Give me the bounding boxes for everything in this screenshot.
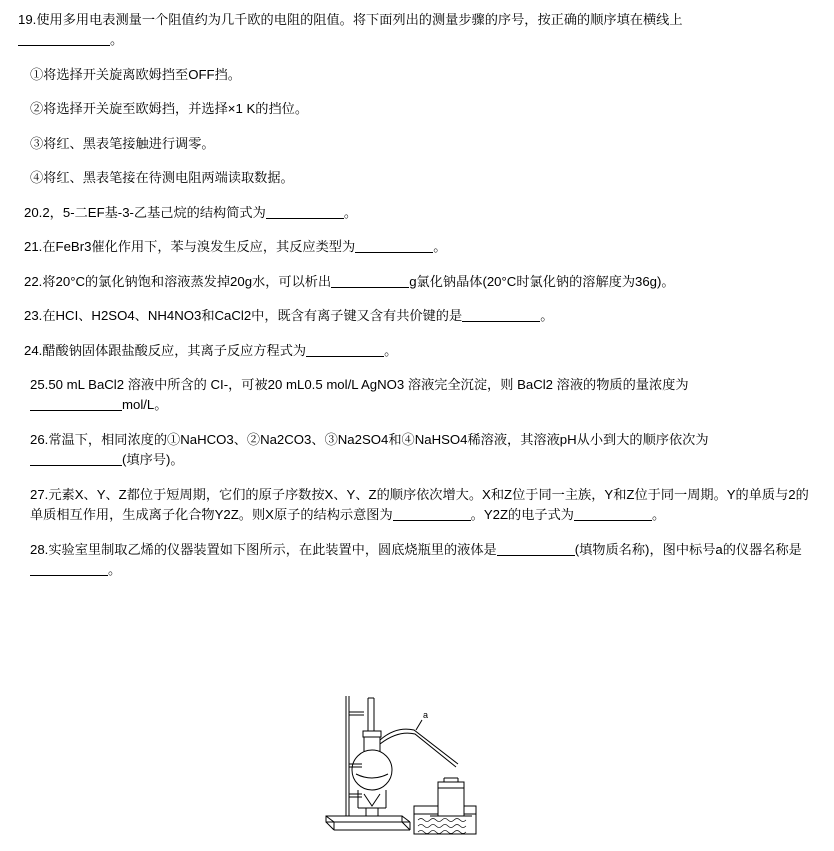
question-24-blank[interactable] (306, 342, 384, 356)
question-25-blank[interactable] (30, 397, 122, 411)
question-24-text: 24.醋酸钠固体跟盐酸反应，其离子反应方程式为 (24, 342, 307, 358)
question-23-blank[interactable] (462, 308, 540, 322)
question-28-blank-2[interactable] (30, 562, 108, 576)
question-26-text: 26.常温下，相同浓度的①NaHCO3、②Na2CO3、③Na2SO4和④NaHSO4稀溶液，其溶液pH从小到大的顺序依次为 (30, 431, 709, 447)
question-28-blank-1[interactable] (497, 542, 575, 556)
question-19 (18, 10, 816, 51)
question-21-text: 21.在FeBr3催化作用下，苯与溴发生反应，其反应类型为 (24, 239, 356, 255)
question-22-tail: g氯化钠晶体(20°C时氯化钠的溶解度为36g)。 (409, 273, 675, 289)
question-20-tail: 。 (343, 204, 357, 220)
question-20-text: 20.2，5-二EF基-3-乙基己烷的结构简式为 (24, 204, 266, 220)
question-28-middle: (填物质名称)，图中标号a的仪器名称是 (574, 541, 802, 557)
question-19-text: 19.使用多用电表测量一个阻值约为几千欧的电阻的阻值。将下面列出的测量步骤的序号，按正确的顺序填在横线上 (18, 12, 683, 27)
question-20 (18, 203, 816, 223)
question-24-tail: 。 (384, 342, 398, 358)
figure-label-a: a (423, 710, 429, 720)
question-23-tail: 。 (540, 308, 554, 324)
question-19-option-1: ①将选择开关旋离欧姆挡至OFF挡。 (30, 66, 241, 82)
question-27-tail: 。 (651, 507, 666, 523)
question-19-option-2: ②将选择开关旋至欧姆挡，并选择×1 K的挡位。 (30, 101, 309, 117)
question-28 (18, 540, 816, 581)
question-25 (18, 375, 816, 416)
question-22-text: 22.将20°C的氯化钠饱和溶液蒸发掉20g水，可以析出 (24, 273, 332, 289)
apparatus-diagram-svg (318, 690, 518, 845)
question-24 (18, 341, 816, 361)
question-19-option-3: ③将红、黑表笔接触进行调零。 (30, 135, 215, 151)
question-22 (18, 272, 816, 292)
question-23 (18, 306, 816, 326)
question-26-tail: (填序号)。 (122, 452, 184, 468)
question-21-blank[interactable] (355, 239, 433, 253)
ethylene-apparatus-figure (318, 690, 518, 845)
question-27-blank-2[interactable] (574, 507, 652, 521)
question-25-text: 25.50 mL BaCl2 溶液中所含的 CI-，可被20 mL0.5 mol/L AgNO3 溶液完全沉淀，则 BaCl2 溶液的物质的量浓度为 (30, 376, 689, 392)
question-20-blank[interactable] (266, 205, 344, 219)
question-26 (18, 430, 816, 471)
question-28-text: 28.实验室里制取乙烯的仪器装置如下图所示，在此装置中，圆底烧瓶里的液体是 (30, 541, 497, 557)
question-19-tail: 。 (110, 32, 124, 48)
question-26-blank[interactable] (30, 452, 122, 466)
question-27-middle: 。Y2Z的电子式为 (470, 507, 574, 523)
question-28-tail: 。 (108, 562, 122, 578)
question-27 (18, 485, 816, 526)
question-21-tail: 。 (433, 239, 447, 255)
question-22-blank[interactable] (331, 273, 409, 287)
question-19-blank[interactable] (18, 32, 110, 46)
question-21 (18, 237, 816, 257)
question-27-blank-1[interactable] (393, 507, 471, 521)
question-27-text: 27.元素X、Y、Z都位于短周期，它们的原子序数按X、Y、Z的顺序依次增大。X和Z位于同一主族，Y和Z位于同一周期。Y的单质与2的单质相互作用，生成离子化合物Y2Z。则X原子的结构示意图为 (30, 486, 809, 523)
question-23-text: 23.在HCI、H2SO4、NH4NO3和CaCl2中，既含有离子键又含有共价键的是 (24, 308, 463, 324)
question-25-tail: mol/L。 (122, 397, 168, 413)
question-19-option-4: ④将红、黑表笔接在待测电阻两端读取数据。 (30, 170, 294, 186)
